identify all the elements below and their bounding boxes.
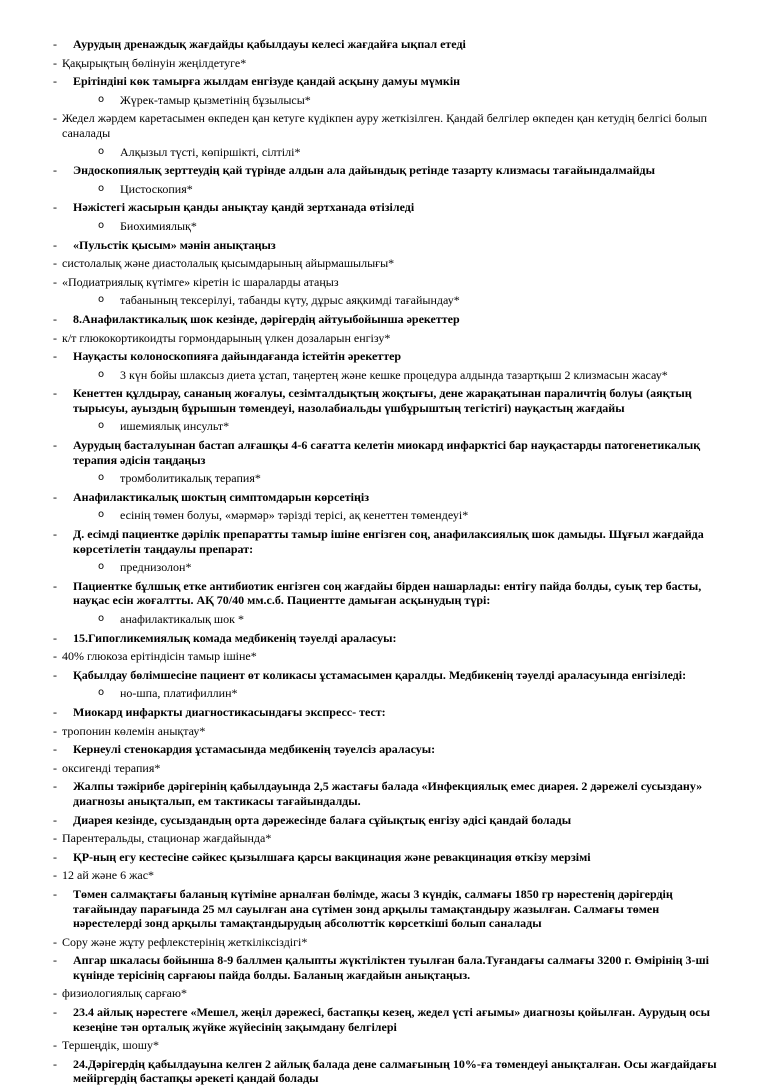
answer-text: оксигенді терапия* bbox=[62, 760, 161, 775]
answer-bullet-item bbox=[0, 182, 768, 197]
answer-line bbox=[0, 831, 768, 846]
question-text: Пациентке бұлшық етке антибиотик енгізген соң жағдайы бірден нашарлады: ентігу пайда болды, суық тер басты, науқас есін жоғалтты. АҚ 70/40 мм.с.б. Пациентте дамыған асқынудың түрі: bbox=[73, 578, 702, 608]
answer-bullet-item bbox=[0, 145, 768, 160]
question-text: 8.Анафилактикалық шок кезінде, дәрігердің айтуыбойынша әрекеттер bbox=[73, 311, 460, 326]
question-text: Жалпы тәжірибе дәрігерінің қабылдауында 2,5 жастағы балада «Инфекциялық емес диарея. 2 дәрежелі сусыздану» диагнозы анықталып, ем тактикасы тағайындалды. bbox=[73, 779, 703, 808]
dash-marker: - bbox=[53, 886, 57, 901]
question-text: Науқасты колоноскопияға дайындағанда істейтін әрекеттер bbox=[73, 349, 402, 364]
question-text: Төмен салмақтағы баланың күтіміне арналған бөлімде, жасы 3 күндік, салмағы 1850 гр нәрестенің дәрігердің тағайындау парағында 25 мл сауылған ана сүтімен зонд арқылы тамақтандыру жазылған. Салмағы төмен нәрестелерді зонд арқылы тамақтандырудың абсолюттік көрсеткіші болып саналады bbox=[73, 886, 673, 931]
answer-line bbox=[0, 649, 768, 664]
question-line bbox=[0, 668, 768, 683]
dash-marker: - bbox=[53, 831, 57, 846]
answer-line bbox=[0, 868, 768, 883]
question-line bbox=[0, 742, 768, 757]
bullet-icon: o bbox=[98, 687, 105, 699]
question-text: «Пульстік қысым» мәнін анықтаңыз bbox=[73, 237, 276, 252]
answer-line bbox=[0, 761, 768, 776]
dash-marker: - bbox=[53, 760, 57, 775]
bullet-icon: o bbox=[98, 613, 105, 624]
dash-marker: - bbox=[53, 649, 57, 664]
question-text: Анафилактикалық шоктың симптомдарын көрсетіңіз bbox=[73, 489, 370, 504]
dash-marker: - bbox=[53, 55, 57, 70]
question-line bbox=[0, 163, 768, 178]
question-text: Миокард инфаркты диагностикасындағы экспресс- тест: bbox=[73, 704, 386, 719]
bullet-icon: o bbox=[98, 561, 105, 573]
answer-text: табанының тексерілуі, табанды күту, дұрыс аяқкимді тағайындау* bbox=[120, 293, 460, 308]
question-text: Апгар шкаласы бойынша 8-9 баллмен қалыпты жүктіліктен туылған бала.Туғандағы салмағы 3200 г. Өмірінің 3-ші күнінде терісінің сарғаюы пайда болды. Баланың жағдайын анықтаңыз. bbox=[73, 953, 709, 982]
answer-text: ишемиялық инсульт* bbox=[120, 419, 230, 434]
question-line bbox=[0, 1005, 768, 1034]
answer-line bbox=[0, 331, 768, 346]
bullet-icon: o bbox=[98, 509, 105, 521]
dash-marker: - bbox=[53, 704, 57, 719]
answer-text: преднизолон* bbox=[120, 560, 192, 575]
answer-text: Жедел жәрдем каретасымен өкпеден қан кетуге күдікпен ауру жеткізілген. Қандай белгілер өкпеден қан кетудің белгісі болып саналады bbox=[62, 111, 708, 140]
dash-marker: - bbox=[53, 111, 57, 126]
dash-marker: - bbox=[53, 237, 57, 252]
dash-marker: - bbox=[53, 311, 57, 326]
answer-bullet-item bbox=[0, 219, 768, 234]
answer-text: 12 ай және 6 жас* bbox=[62, 868, 155, 883]
question-line bbox=[0, 490, 768, 505]
answer-text: Парентеральды, стационар жағдайында* bbox=[62, 831, 272, 846]
question-text: 23.4 айлық нәрестеге «Мешел, жеңіл дәрежесі, бастапқы кезең, жедел үсті ағымы» диагнозы қойылған. Аурудың осы кезеңіне тән орталық жүйке жүйесінің зақымдану белгілері bbox=[73, 1005, 710, 1034]
dash-marker: - bbox=[53, 868, 57, 883]
question-line bbox=[0, 386, 768, 415]
answer-line bbox=[0, 256, 768, 271]
question-line bbox=[0, 953, 768, 982]
answer-bullet-item bbox=[0, 419, 768, 434]
dash-marker: - bbox=[53, 256, 57, 271]
dash-marker: - bbox=[53, 1038, 57, 1053]
question-text: Кернеулі стенокардия ұстамасында медбикенің тәуелсіз араласуы: bbox=[73, 742, 436, 757]
answer-line bbox=[0, 275, 768, 290]
question-text: Қабылдау бөлімшесіне пациент өт коликасы ұстамасымен қаралды. Медбикенің тәуелді араласуында енгізіледі: bbox=[73, 667, 687, 682]
dash-marker: - bbox=[53, 723, 57, 738]
bullet-icon: o bbox=[98, 368, 105, 380]
bullet-icon: o bbox=[98, 420, 105, 432]
question-text: 15.Гипогликемиялық комада медбикенің тәуелді араласуы: bbox=[73, 630, 397, 645]
question-text: Аурудың дренаждық жағдайды қабылдауы келесі жағдайға ықпал етеді bbox=[73, 37, 466, 51]
dash-marker: - bbox=[53, 37, 57, 51]
answer-text: но-шпа, платифиллин* bbox=[120, 686, 238, 701]
answer-bullet-item bbox=[0, 686, 768, 701]
dash-marker: - bbox=[53, 742, 57, 757]
answer-text: 3 күн бойы шлаксыз диета ұстап, таңертең және кешке процедура алдында тазартқыш 2 клизмасын жасау* bbox=[120, 367, 668, 382]
dash-marker: - bbox=[53, 527, 57, 542]
question-line bbox=[0, 631, 768, 646]
answer-line bbox=[0, 724, 768, 739]
question-text: Д. есімді пациентке дәрілік препаратты тамыр ішіне енгізген соң, анафилаксиялық шок дамыды. Шұғыл жағдайда көрсетілетін таңдаулы препарат: bbox=[73, 527, 704, 556]
dash-marker: - bbox=[53, 330, 57, 345]
answer-text: Биохимиялық* bbox=[120, 218, 197, 233]
answer-line bbox=[0, 986, 768, 1001]
answer-line bbox=[0, 935, 768, 950]
question-line bbox=[0, 200, 768, 215]
answer-text: физиологиялық сарғаю* bbox=[62, 986, 187, 1001]
dash-marker: - bbox=[53, 849, 57, 864]
dash-marker: - bbox=[53, 630, 57, 645]
question-line bbox=[0, 74, 768, 89]
question-text: Кенеттен құлдырау, сананың жоғалуы, сезімталдықтың жоқтығы, дене жарақатынан параличтің болуы (аяқтың тырысуы, ауыздың бұрышын төмендеуі, назолабиальды үшбұрыштың тегістігі) науқастың жағдайы bbox=[73, 386, 692, 415]
dash-marker: - bbox=[53, 386, 57, 401]
question-line bbox=[0, 779, 768, 808]
answer-bullet-item bbox=[0, 93, 768, 108]
answer-text: к/т глюкокортикоидты гормондарының үлкен дозаларын енгізу* bbox=[62, 330, 391, 345]
answer-text: Сору және жұту рефлекстерінің жеткіліксіздігі* bbox=[62, 934, 308, 949]
answer-bullet-item bbox=[0, 471, 768, 486]
answer-text: Жүрек-тамыр қызметінің бұзылысы* bbox=[120, 92, 311, 107]
answer-text: тропонин көлемін анықтау* bbox=[62, 723, 206, 738]
dash-marker: - bbox=[53, 274, 57, 289]
answer-line bbox=[0, 56, 768, 71]
answer-text: тромболитикалық терапия* bbox=[120, 471, 261, 486]
question-text: Ерітіндіні көк тамырға жылдам енгізуде қандай асқыну дамуы мүмкін bbox=[73, 74, 461, 89]
dash-marker: - bbox=[53, 163, 57, 178]
dash-marker: - bbox=[53, 74, 57, 89]
answer-bullet-item bbox=[0, 612, 768, 627]
bullet-icon: o bbox=[98, 145, 105, 157]
dash-marker: - bbox=[53, 779, 57, 794]
answer-text: анафилактикалық шок * bbox=[120, 612, 244, 626]
answer-line bbox=[0, 1038, 768, 1053]
question-line bbox=[0, 438, 768, 467]
question-text: Эндоскопиялық зерттеудің қай түрінде алдын ала дайындық ретінде тазарту клизмасы тағайындалмайды bbox=[73, 163, 655, 178]
bullet-icon: o bbox=[98, 182, 105, 194]
question-line bbox=[0, 887, 768, 931]
answer-text: есінің төмен болуы, «мәрмәр» тәрізді терісі, ақ кенеттен төмендеуі* bbox=[120, 508, 469, 523]
question-text: ҚР-ның егу кестесіне сәйкес қызылшаға қарсы вакцинация және ревакцинация өткізу мерзімі bbox=[73, 849, 591, 864]
question-line bbox=[0, 813, 768, 828]
answer-text: Алқызыл түсті, көпіршікті, сілтілі* bbox=[120, 144, 301, 159]
answer-text: Тершеңдік, шошу* bbox=[62, 1038, 159, 1053]
dash-marker: - bbox=[53, 489, 57, 504]
bullet-icon: o bbox=[98, 93, 105, 105]
dash-marker: - bbox=[53, 934, 57, 949]
answer-text: «Подиатриялық күтімге» кіретін іс шараларды атаңыз bbox=[62, 274, 339, 289]
answer-line bbox=[0, 111, 768, 140]
bullet-icon: o bbox=[98, 219, 105, 231]
answer-text: Қақырықтың бөлінуін жеңілдетуге* bbox=[62, 55, 247, 70]
answer-bullet-item bbox=[0, 508, 768, 523]
answer-bullet-item bbox=[0, 293, 768, 308]
bullet-icon: o bbox=[98, 294, 105, 306]
question-text: Нәжістегі жасырын қанды анықтау қандй зертханада өтізіледі bbox=[73, 200, 415, 215]
dash-marker: - bbox=[53, 438, 57, 453]
question-line bbox=[0, 349, 768, 364]
question-line bbox=[0, 705, 768, 720]
dash-marker: - bbox=[53, 578, 57, 593]
dash-marker: - bbox=[53, 812, 57, 827]
dash-marker: - bbox=[53, 953, 57, 968]
bullet-icon: o bbox=[98, 472, 105, 484]
question-text: Диарея кезінде, сусыздандың орта дәрежесінде балаға сұйықтық енгізу әдісі қандай болады bbox=[73, 812, 572, 827]
answer-text: Цистоскопия* bbox=[120, 181, 193, 196]
question-line bbox=[0, 527, 768, 556]
dash-marker: - bbox=[53, 1056, 57, 1071]
dash-marker: - bbox=[53, 1005, 57, 1020]
question-line bbox=[0, 579, 768, 608]
question-line bbox=[0, 1057, 768, 1086]
question-line bbox=[0, 238, 768, 253]
answer-text: 40% глюкоза ерітіндісін тамыр ішіне* bbox=[62, 649, 257, 664]
answer-text: систолалық және диастолалық қысымдарының айырмашылығы* bbox=[62, 256, 395, 271]
dash-marker: - bbox=[53, 200, 57, 215]
question-text: 24.Дәрігердің қабылдауына келген 2 айлық балада дене салмағының 10%-ға төмендеуі анықталған. Осы жағдайдағы мейіргердің бастапқы әрекеті қандай болады bbox=[73, 1056, 717, 1086]
question-line bbox=[0, 37, 768, 52]
question-line bbox=[0, 312, 768, 327]
dash-marker: - bbox=[53, 986, 57, 1001]
question-line bbox=[0, 850, 768, 865]
dash-marker: - bbox=[53, 667, 57, 682]
answer-bullet-item bbox=[0, 368, 768, 383]
answer-bullet-item bbox=[0, 560, 768, 575]
question-text: Аурудың басталуынан бастап алғашқы 4-6 сағатта келетін миокард инфарктісі бар науқастарды патогенетикалық терапия әдісін таңдаңыз bbox=[73, 438, 701, 467]
dash-marker: - bbox=[53, 349, 57, 364]
